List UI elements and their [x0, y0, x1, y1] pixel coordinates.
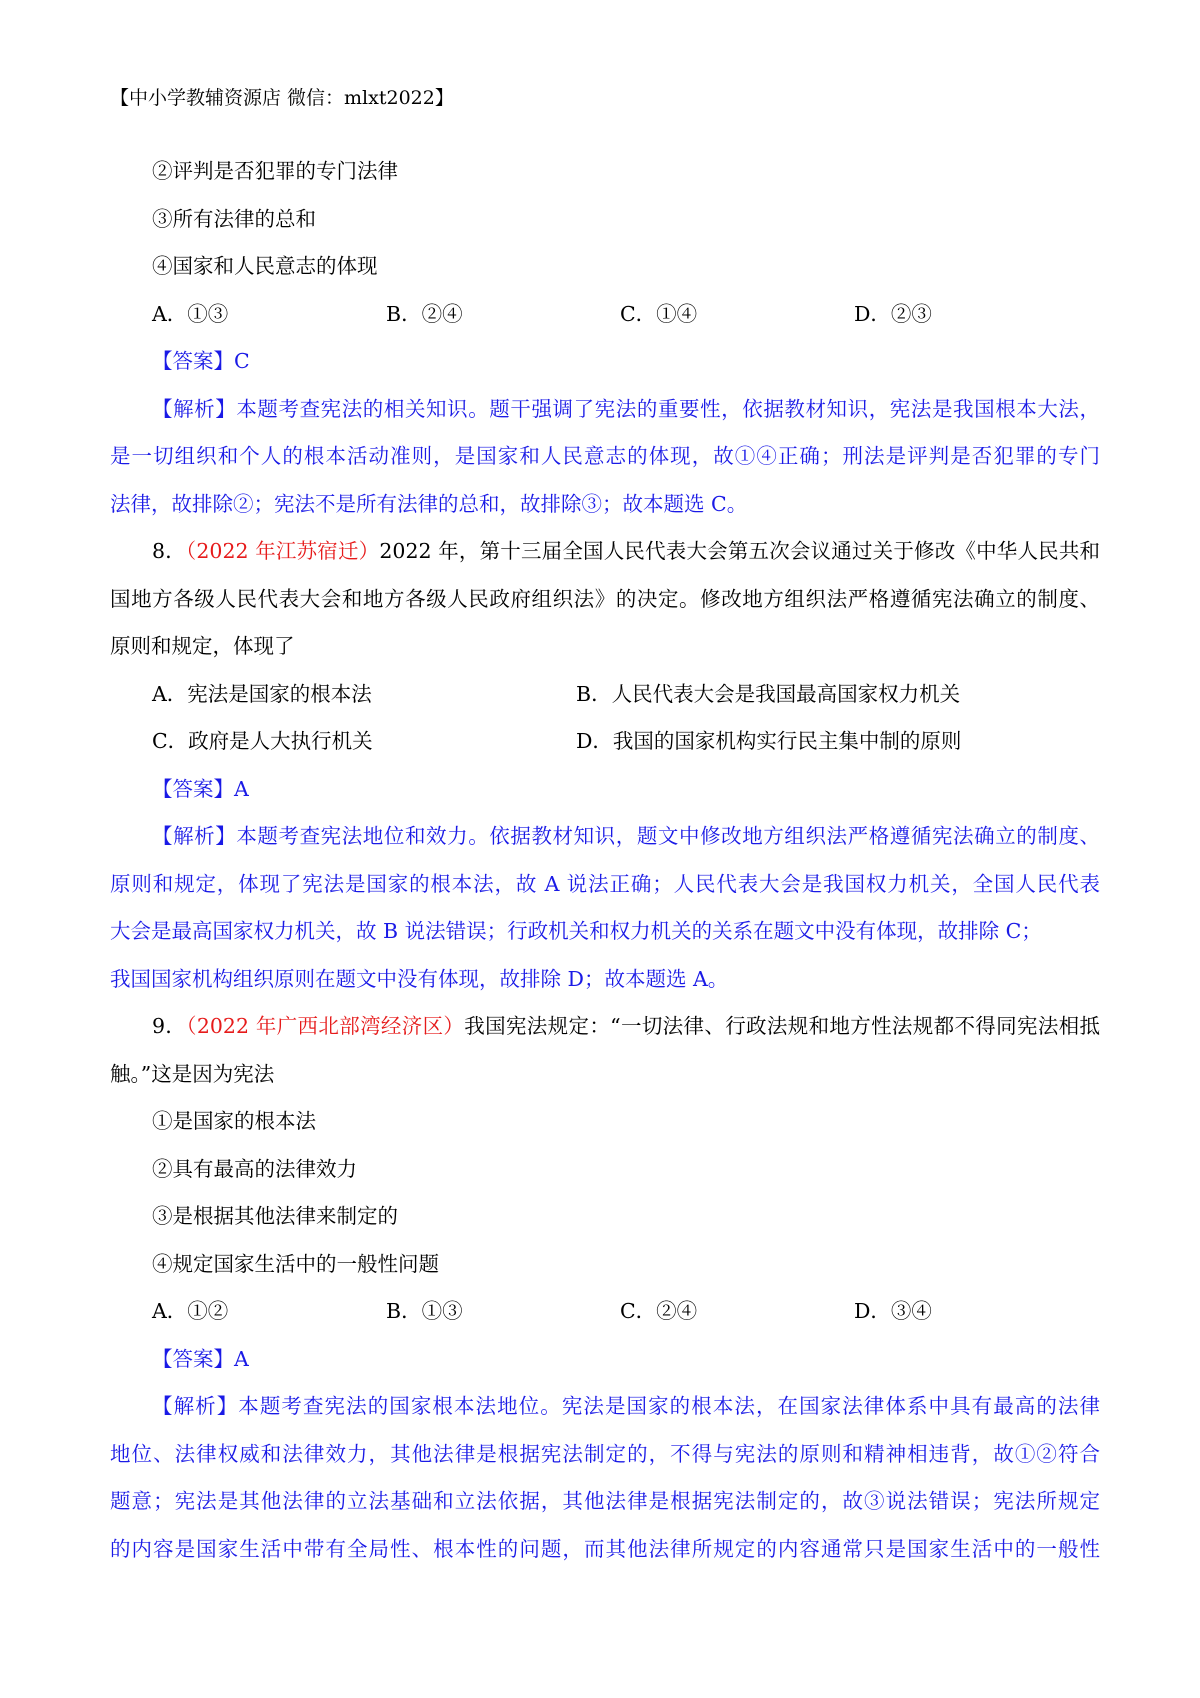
q8-analysis-line: 我国国家机构组织原则在题文中没有体现，故排除 D；故本题选 A。 [110, 966, 729, 991]
q9-option-b: B．①③ [386, 1299, 463, 1323]
q9-option-c: C．②④ [620, 1299, 698, 1323]
q8-answer [110, 766, 1100, 814]
stem-text: 我国宪法规定：“一切法律、行政法规和地方性法规都不得同宪法相抵 [464, 1014, 1100, 1038]
q7-option-b: B．②④ [386, 301, 463, 326]
q9-item: ①是国家的根本法 [152, 1109, 316, 1133]
q9-item: ③是根据其他法律来制定的 [152, 1204, 398, 1228]
q8-stem-line [110, 528, 1100, 576]
answer-value: A [234, 1346, 249, 1371]
q9-analysis-line: 题意；宪法是其他法律的立法基础和立法依据，其他法律是根据宪法制定的，故③说法错误；宪法所规定 [110, 1489, 1100, 1513]
q9-analysis-line [110, 1383, 1100, 1431]
q8-analysis-line: 大会是最高国家权力机关，故 B 说法错误；行政机关和权力机关的关系在题文中没有体现，故排除 C； [110, 919, 1042, 943]
q9-option-d: D．③④ [854, 1299, 932, 1323]
answer-tag: 【答案】 [152, 1346, 234, 1371]
q8-option-d: D．我国的国家机构实行民主集中制的原则 [576, 729, 962, 753]
stem-text: 2022 年，第十三届全国人民代表大会第五次会议通过关于修改《中华人民共和 [379, 539, 1100, 563]
q8-analysis-line [110, 813, 1100, 861]
q8-options-row [110, 671, 1100, 719]
page-header: 【中小学教辅资源店 微信：mlxt2022】 [110, 87, 454, 109]
q8-analysis-line: 原则和规定，体现了宪法是国家的根本法，故 A 说法正确；人民代表大会是我国权力机关，全国人民代表 [110, 871, 1100, 896]
q7-option-c: C．①④ [620, 301, 698, 326]
question-source: （2022 年江苏宿迁） [185, 539, 380, 563]
q8-stem-line: 原则和规定，体现了 [110, 634, 295, 658]
q9-stem-line: 触。”这是因为宪法 [110, 1061, 275, 1086]
q9-item: ②具有最高的法律效力 [152, 1156, 357, 1181]
analysis-text: 本题考查宪法地位和效力。依据教材知识，题文中修改地方组织法严格遵循宪法确立的制度、 [236, 824, 1100, 848]
q7-analysis-line [110, 386, 1100, 434]
q8-option-a: A．宪法是国家的根本法 [152, 681, 372, 706]
q7-item: ④国家和人民意志的体现 [152, 254, 378, 278]
q7-analysis-line: 是一切组织和个人的根本活动准则，是国家和人民意志的体现，故①④正确；刑法是评判是否犯罪的专门 [110, 444, 1100, 468]
analysis-text: 本题考查宪法的相关知识。题干强调了宪法的重要性，依据教材知识，宪法是我国根本大法， [236, 396, 1100, 421]
q9-analysis-line: 地位、法律权威和法律效力，其他法律是根据宪法制定的，不得与宪法的原则和精神相违背，故①②符合 [110, 1441, 1100, 1466]
q7-item: ②评判是否犯罪的专门法律 [152, 159, 398, 183]
q8-option-c: C．政府是人大执行机关 [152, 729, 373, 753]
q7-analysis-line: 法律，故排除②；宪法不是所有法律的总和，故排除③；故本题选 C。 [110, 491, 748, 516]
q9-stem-line [110, 1003, 1100, 1051]
q7-answer [110, 338, 1100, 386]
answer-tag: 【答案】 [152, 349, 234, 373]
analysis-text: 本题考查宪法的国家根本法地位。宪法是国家的根本法，在国家法律体系中具有最高的法律 [238, 1394, 1100, 1418]
analysis-tag: 【解析】 [152, 824, 237, 848]
q7-option-a: A．①③ [152, 301, 229, 326]
q8-option-b: B．人民代表大会是我国最高国家权力机关 [576, 681, 961, 706]
q9-analysis-line: 的内容是国家生活中带有全局性、根本性的问题，而其他法律所规定的内容通常只是国家生活中的一般性 [110, 1536, 1100, 1561]
question-number: 8． [152, 539, 186, 563]
q8-options-row [110, 718, 1100, 766]
question-source: （2022 年广西北部湾经济区） [186, 1014, 465, 1038]
q7-options [110, 291, 1100, 339]
analysis-tag: 【解析】 [152, 396, 237, 421]
answer-tag: 【答案】 [152, 776, 234, 801]
analysis-tag: 【解析】 [152, 1394, 239, 1418]
q9-option-a: A．①② [152, 1299, 229, 1323]
q7-item: ③所有法律的总和 [152, 206, 316, 231]
answer-value: A [234, 776, 249, 801]
q9-item: ④规定国家生活中的一般性问题 [152, 1251, 439, 1276]
q9-options [110, 1288, 1100, 1336]
q8-stem-line: 国地方各级人民代表大会和地方各级人民政府组织法》的决定。修改地方组织法严格遵循宪法确立的制度、 [110, 586, 1100, 611]
question-number: 9． [152, 1014, 187, 1038]
answer-value: C [234, 349, 250, 373]
q9-answer [110, 1336, 1100, 1384]
q7-option-d: D．②③ [854, 301, 932, 326]
document-content [110, 148, 1100, 1573]
